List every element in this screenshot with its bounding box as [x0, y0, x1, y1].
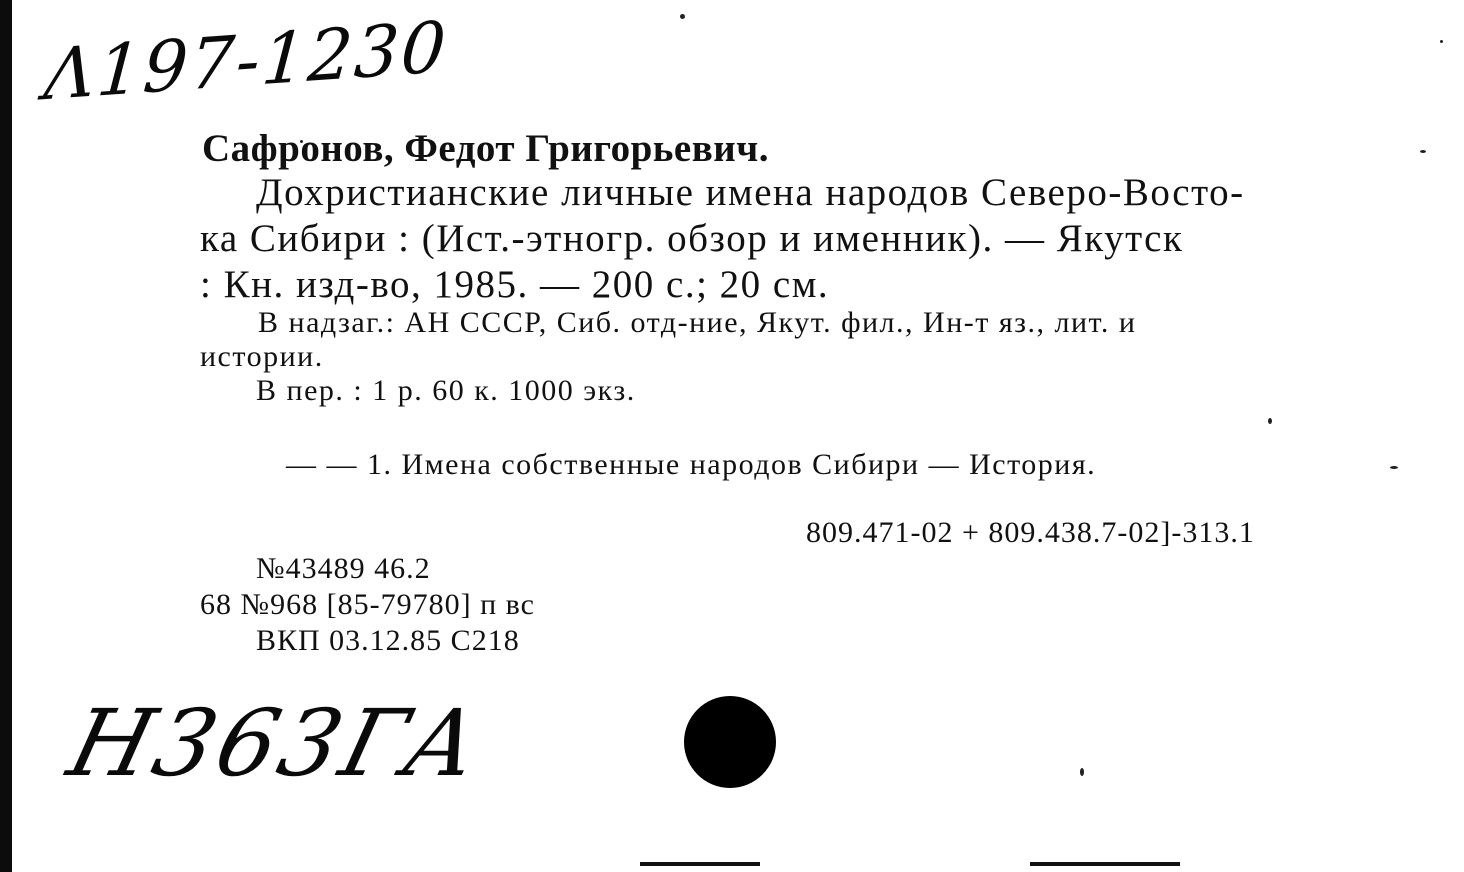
note-line-2: истории.: [200, 340, 324, 373]
scan-speck: [1420, 150, 1426, 153]
scan-speck: [1080, 768, 1084, 776]
classification-code: 809.471-02 + 809.438.7-02]-313.1: [806, 516, 1255, 549]
handwritten-shelf-code: H363ГA: [58, 690, 493, 797]
handwritten-call-number: Λ197-1230: [41, 5, 451, 117]
meta-line-1: №43489 46.2: [256, 552, 431, 585]
punch-hole: [684, 696, 776, 788]
meta-line-3: ВКП 03.12.85 С218: [256, 624, 520, 657]
subject-heading: — — 1. Имена собственные народов Сибири — История.: [286, 448, 1097, 481]
price-circulation: В пер. : 1 р. 60 к. 1000 экз.: [256, 374, 636, 407]
scan-edge-mark: [640, 862, 760, 866]
title-line-2: ка Сибири : (Ист.-этногр. обзор и именник). — Якутск: [200, 217, 1184, 260]
title-line-1: Дохристианские личные имена народов Северо-Восто-: [256, 171, 1245, 214]
note-line-1: В надзаг.: АН СССР, Сиб. отд-ние, Якут. фил., Ин-т яз., лит. и: [258, 306, 1137, 339]
title-line-3: : Кн. изд-во, 1985. — 200 с.; 20 см.: [200, 263, 830, 306]
scan-speck: [1440, 40, 1443, 43]
card-left-edge: [0, 0, 12, 872]
scan-edge-mark: [1030, 862, 1180, 866]
scan-speck: [1268, 418, 1272, 424]
meta-line-2: 68 №968 [85-79780] п вс: [200, 588, 535, 621]
author-heading: Сафронов, Федот Григорьевич.: [202, 127, 769, 170]
scan-speck: [680, 14, 685, 19]
scan-speck: [1390, 466, 1398, 469]
